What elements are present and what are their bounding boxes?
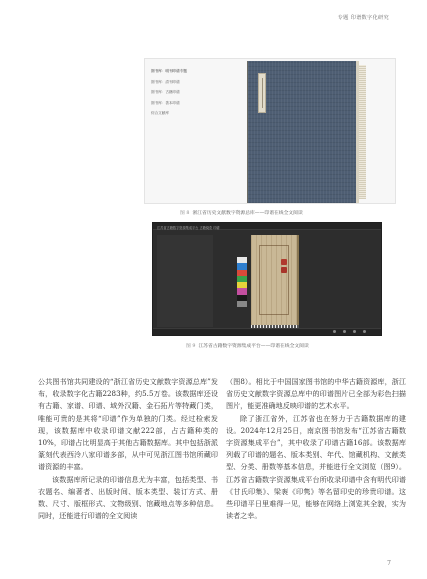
zoom-out-icon xyxy=(343,330,346,333)
red-seal-impression xyxy=(281,267,287,273)
fig8-menu-item: 综合文献库 xyxy=(151,111,169,115)
fig8-menu-item: 图书库：善本印谱 xyxy=(151,100,180,105)
rotate-icon xyxy=(353,330,356,333)
red-seal-impression xyxy=(281,259,287,265)
book-cover-image xyxy=(247,61,359,203)
book-title-slip xyxy=(258,73,266,113)
viewer-side-panel xyxy=(157,235,213,327)
paragraph: （图8）。相比于中国国家图书馆的中华古籍资源库，浙江省历史文献数字资源总库中的印谱图片已全部为彩色扫描图片，能更准确地反映印谱的艺术水平。 xyxy=(226,377,406,411)
viewer-title: 江苏省古籍数字资源集成平台 古籍阅览 印谱 xyxy=(157,225,220,230)
zoom-in-icon xyxy=(333,330,336,333)
running-header: 专题 印谱数字化研究 xyxy=(337,15,389,21)
fig8-menu-item: 图书库：古籍印谱 xyxy=(151,90,180,94)
paragraph: 除了浙江省外，江苏省也在努力于古籍数据库的建设。2024年12月25日，南京图书馆发布“江苏省古籍数字资源集成平台”，其中收录了印谱古籍16部。该数据库列载了印谱的题名、版本类别、年代、馆藏机构、文献类型、分类、册数等基本信息，并能进行全文浏览（图9）。江苏省古籍数字资源集成平台所收录印谱中含有明代印谱《甘氏印集》、梁袠《印隽》等名留印史的珍贵印谱。这些印谱平日里难得一见，能够在网络上浏览其全貌，实为读者之幸。 xyxy=(226,413,406,521)
figure-8-caption xyxy=(180,209,303,216)
page-frame xyxy=(259,245,289,315)
figure-8-caption-text: 浙江省历史文献数字资源总库——印谱在线全文阅读 xyxy=(192,211,303,216)
figure-8-number: 图 8 xyxy=(180,211,190,216)
paragraph: 公共图书馆共同建设的“浙江省历史文献数字资源总库”发布，收录数字化古籍2283种，约5.5万卷。该数据库还设有古籍、家谱、印谱、域外汉籍、金石拓片等特藏门类，唯能可贵的是其将“印谱”作为单独的门类。经过检索发现，该数据库中收录印谱文献222部，占古籍种类的10%，印谱占比明显高于其他古籍数据库。其中包括浙派篆刻代表西泠八家印谱多部，从中可见浙江图书馆所藏印谱资源的丰富。 xyxy=(38,377,218,472)
viewer-topbar xyxy=(153,223,381,230)
figure-9-number: 图 9 xyxy=(186,344,196,349)
figure-9-caption-text: 江苏省古籍数字资源集成平台——印谱在线全文阅读 xyxy=(198,344,309,349)
figure-8-screenshot xyxy=(144,58,396,204)
fig8-menu-item: 图书库：清刊印谱 xyxy=(151,79,180,84)
color-swatch xyxy=(237,301,247,307)
figure-9-screenshot xyxy=(152,222,382,336)
fullscreen-icon xyxy=(363,330,366,333)
paragraph: 该数据库所记录的印谱信息尤为丰富，包括类型、书衣题名、编著者、出版时间、版本类型、装订方式、册数、尺寸、版框形式、文物级别、馆藏地点等多种信息。同时，还能进行印谱的全文阅读 xyxy=(38,474,218,521)
figure-9-caption xyxy=(186,342,309,349)
fig8-menu xyxy=(145,59,203,203)
body-column-left xyxy=(38,376,218,522)
viewer-toolbar xyxy=(153,328,381,335)
book-page-edge xyxy=(359,65,366,199)
color-calibration-chart xyxy=(237,257,247,307)
page-number: 7 xyxy=(387,560,391,567)
seal-book-page-image xyxy=(251,235,299,325)
fig8-menu-item: 图书库：明刊印谱专题 xyxy=(151,69,187,73)
body-column-right xyxy=(226,376,406,522)
